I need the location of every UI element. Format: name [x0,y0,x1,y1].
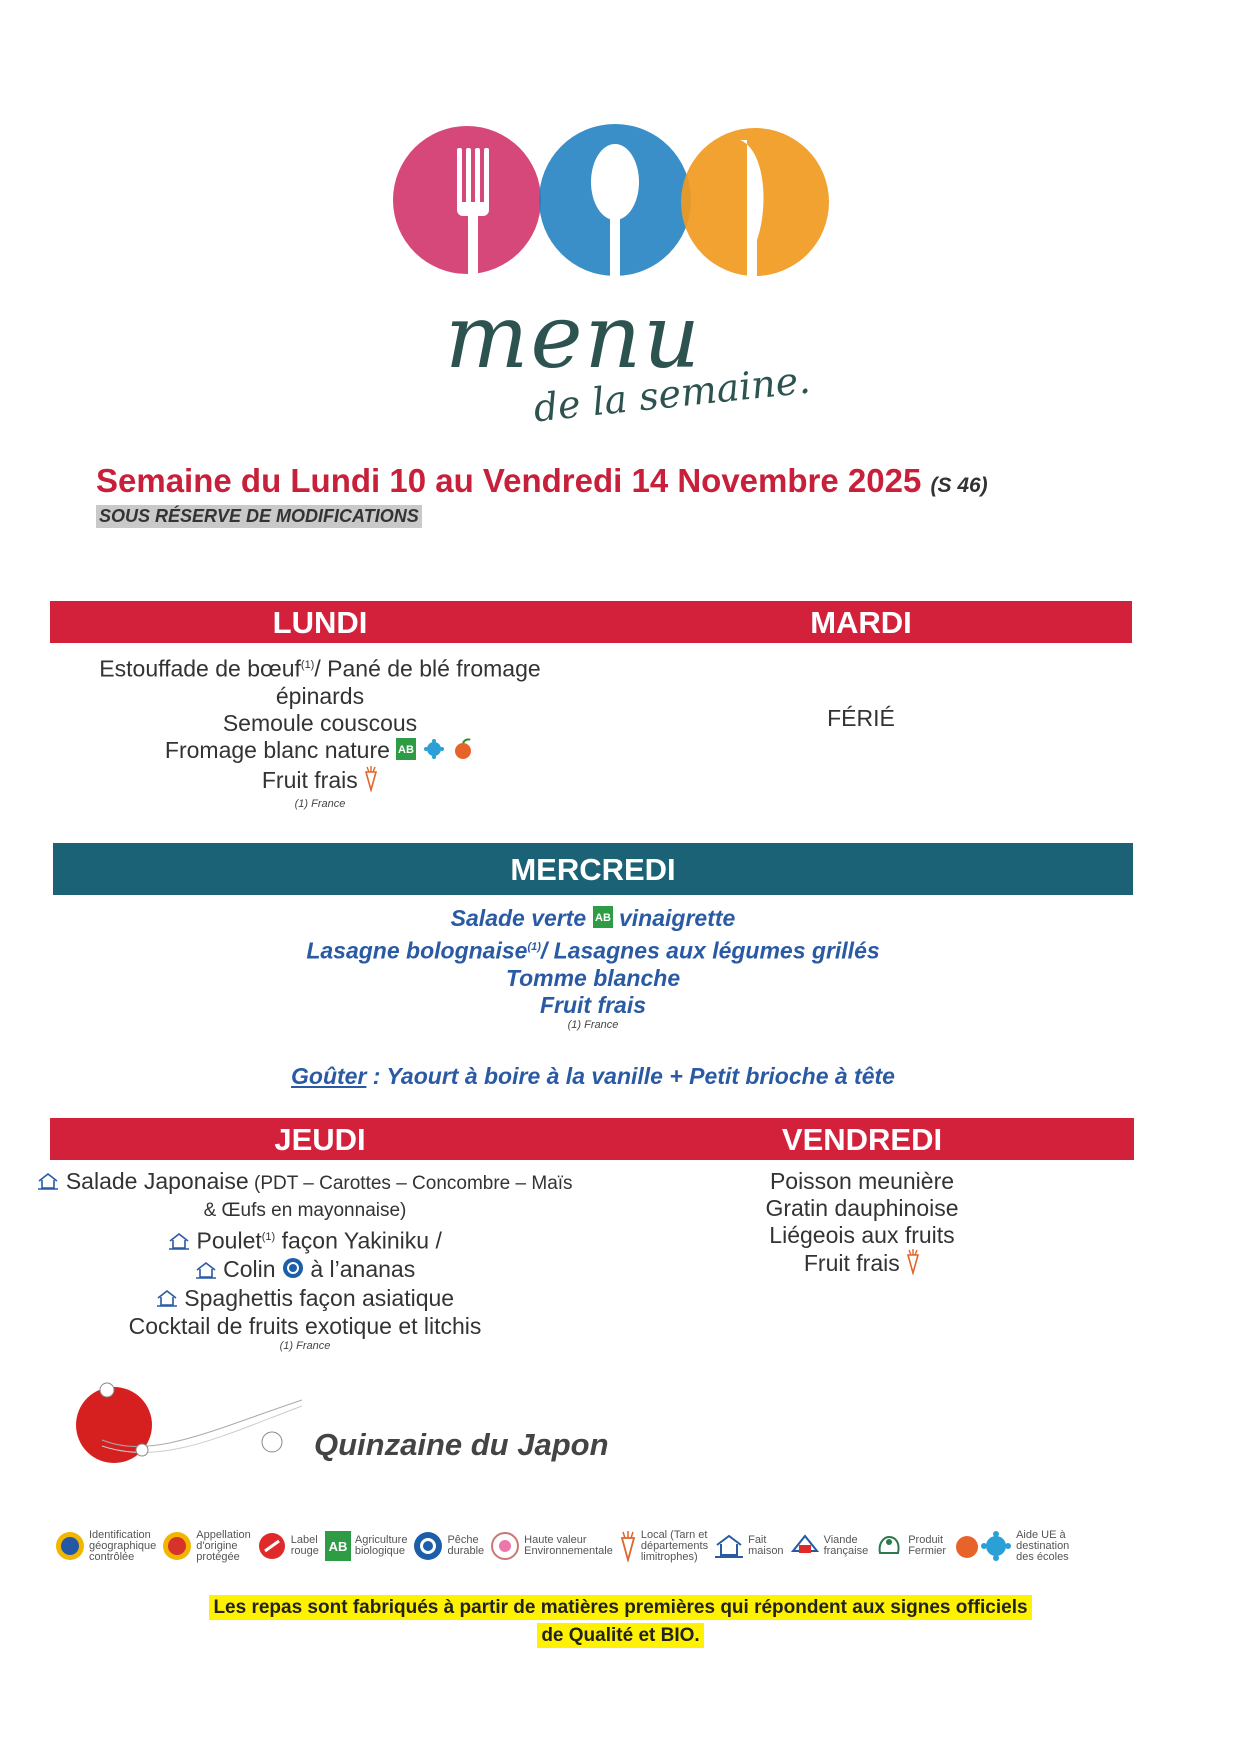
lundi-line-2: épinards [275,682,365,709]
logo-tagline: de la semaine. [531,357,813,431]
jeudi-line-4: Colin à l’ananas [20,1256,590,1285]
band-mercredi [53,843,1133,895]
menu-logo [385,110,865,430]
vendredi-line-3: Liégeois aux fruits [769,1222,955,1248]
jeudi-line-3: Poulet$^{(1)}$ façon Yakiniku / [20,1224,590,1256]
jeudi-line-5: Spaghettis façon asiatique [20,1285,590,1313]
band-jeudi-vendredi [50,1118,1134,1160]
gouter-line [53,1063,1133,1090]
legend-item-igp: Identification géographique contrôlée [55,1530,156,1563]
produit-fermier-icon [874,1531,904,1561]
lundi-menu [50,652,590,811]
legend-item-ab: AB Agriculture biologique [325,1531,408,1561]
label-rouge-icon [257,1531,287,1561]
viande-francaise-icon [790,1531,820,1561]
vendredi-line-1: Poisson meunière [769,1168,955,1194]
jeudi-menu [20,1168,590,1353]
mercredi-line-1: Salade verte AB vinaigrette [53,905,1133,934]
footer-line-2: de Qualité et BIO. [0,1625,1241,1647]
produit-fermier-apple-icon [451,738,475,766]
legend-item-peche: Pêche durable [413,1531,484,1561]
legend-item-fait-maison: Fait maison [714,1533,783,1559]
label-legend [55,1524,1195,1568]
aop-seal-icon [162,1531,192,1561]
day-label-jeudi: JEUDI [274,1122,366,1157]
band-lundi-mardi [50,601,1132,643]
legend-item-label-rouge: Label rouge [257,1531,319,1561]
ab-organic-icon [593,906,613,934]
fait-maison-icon [37,1169,59,1196]
legend-item-local: Local (Tarn et départements limitrophes) [619,1530,708,1563]
legend-item-aide-ue: Aide UE à destination des écoles [952,1530,1069,1563]
mercredi-line-3: Tomme blanche [505,964,681,991]
ab-organic-icon [325,1531,351,1561]
legend-item-aop: Appellation d'origine protégée [162,1530,250,1563]
vendredi-line-2: Gratin dauphinoise [765,1195,959,1221]
theme-label: Quinzaine du Japon [314,1427,609,1462]
mercredi-line-4: Fruit frais [539,991,647,1018]
footer-line-1: Les repas sont fabriqués à partir de matières premières qui répondent aux signes officiels [0,1597,1241,1619]
day-label-mardi: MARDI [810,605,912,640]
day-label-mercredi: MERCREDI [510,852,676,887]
aide-ue-icon [952,1531,1012,1561]
lundi-line-3: Semoule couscous [222,709,418,736]
lundi-note: (1) France [294,797,346,810]
igp-seal-icon [55,1531,85,1561]
legend-item-hve: Haute valeur Environnementale [490,1531,613,1561]
local-carrot-icon [906,1249,920,1281]
peche-durable-icon [413,1531,443,1561]
svg-text:AB: AB [398,743,415,756]
page-title [96,462,988,500]
fait-maison-icon [156,1286,178,1313]
vendredi-menu [590,1168,1134,1281]
lundi-line-4: Fromage blanc nature AB [50,737,590,766]
mardi-menu [590,705,1132,732]
fait-maison-icon [714,1533,744,1559]
ab-organic-icon [396,738,416,766]
hve-icon [490,1531,520,1561]
day-label-lundi: LUNDI [272,605,368,640]
mercredi-note: (1) France [567,1018,619,1031]
day-label-vendredi: VENDREDI [781,1122,943,1157]
subtitle-badge: SOUS RÉSERVE DE MODIFICATIONS [96,505,422,528]
fait-maison-icon [168,1229,190,1256]
week-number: (S 46) [930,474,988,497]
jeudi-line-1: Salade Japonaise (PDT – Carottes – Concombre – Maïs [20,1168,590,1197]
mercredi-line-2: Lasagne bolognaise$^{(1)}$/ Lasagnes aux légumes grillés [306,937,880,964]
logo-word: menu [445,285,702,388]
lundi-line-5: Fruit frais [50,766,590,798]
mercredi-menu [53,905,1133,1032]
mardi-ferie: FÉRIÉ [827,705,895,731]
lundi-line-1: Estouffade de bœuf$^{(1)}$/ Pané de blé fromage [99,655,541,682]
gouter-label: Goûter [291,1063,367,1089]
vendredi-line-4: Fruit frais [590,1249,1134,1281]
jeudi-note: (1) France [279,1340,331,1353]
legend-item-fermier: Produit Fermier [874,1531,946,1561]
local-carrot-icon [364,766,378,798]
fait-maison-icon [195,1258,217,1285]
jeudi-line-6: Cocktail de fruits exotique et litchis [128,1313,482,1340]
aide-ue-icon [423,738,445,766]
peche-durable-icon [282,1257,304,1285]
jeudi-line-2: & Œufs en mayonnaise) [203,1200,407,1221]
local-carrot-icon [619,1530,637,1562]
title-text: Semaine du Lundi 10 au Vendredi 14 Novembre 2025 [96,462,922,499]
gouter-text: : Yaourt à boire à la vanille + Petit brioche à tête [366,1063,895,1089]
japan-theme-graphic [72,1370,312,1480]
legend-item-viande: Viande française [790,1531,869,1561]
svg-text:AB: AB [594,911,611,924]
svg-text:AB: AB [328,1539,348,1554]
